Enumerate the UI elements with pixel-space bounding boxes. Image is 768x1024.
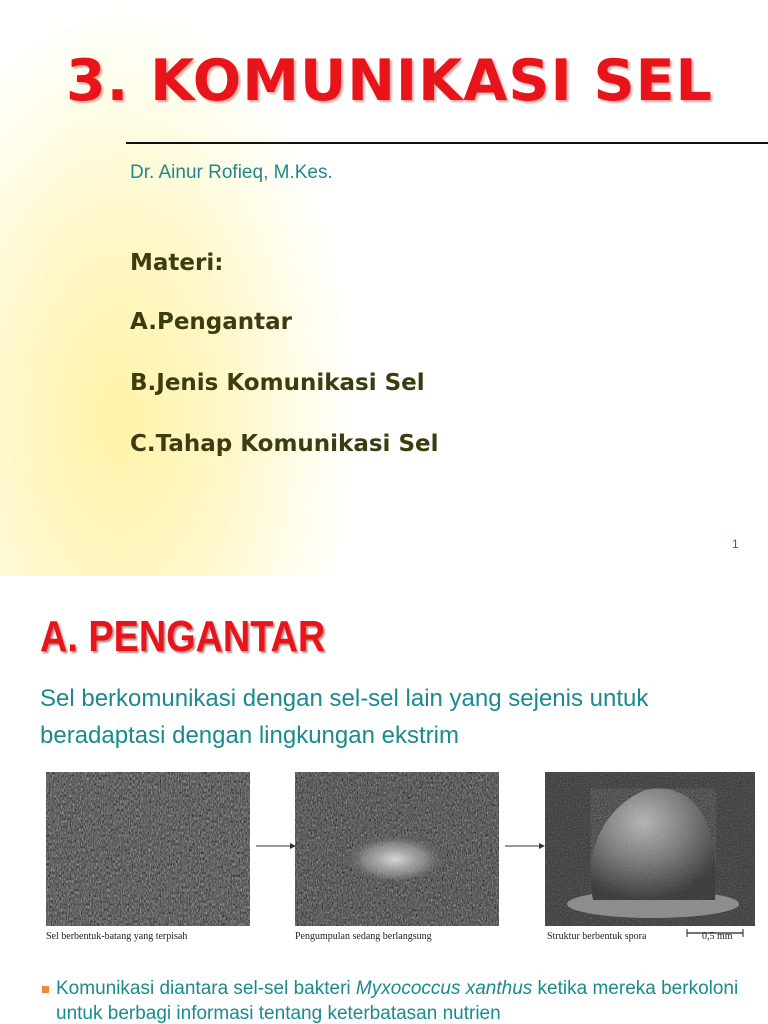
author-name: Dr. Ainur Rofieq, M.Kes. bbox=[130, 162, 333, 183]
title-divider bbox=[126, 142, 768, 144]
species-name: Myxococcus xanthus bbox=[355, 978, 533, 999]
scale-label: 0,5 mm bbox=[702, 931, 733, 942]
arrow-icon bbox=[505, 838, 545, 848]
page-number: 1 bbox=[732, 537, 739, 551]
bullet-text-part: ketika mereka berkoloni untuk berbagi informasi tentang keterbatasan nutrien bbox=[56, 978, 739, 1024]
bullet-square-icon bbox=[42, 986, 49, 993]
materi-item-c: C.Tahap Komunikasi Sel bbox=[130, 431, 439, 457]
materi-item-b: B.Jenis Komunikasi Sel bbox=[130, 370, 425, 396]
slide-title: 3. KOMUNIKASI SEL bbox=[66, 48, 713, 114]
myxococcus-figure bbox=[40, 768, 755, 950]
caption-aggregation: Pengumpulan sedang berlangsung bbox=[295, 931, 432, 942]
bullet-text bbox=[56, 976, 762, 1024]
materi-heading: Materi: bbox=[130, 250, 224, 276]
section-title: A. PENGANTAR bbox=[40, 612, 326, 661]
micrograph-aggregation bbox=[295, 772, 499, 926]
slide-2 bbox=[0, 576, 768, 1024]
caption-separated-cells: Sel berbentuk-batang yang terpisah bbox=[46, 931, 188, 942]
arrow-icon bbox=[256, 838, 296, 848]
micrograph-separated-cells bbox=[46, 772, 250, 926]
bullet-text-part: Komunikasi diantara sel-sel bakteri bbox=[56, 978, 356, 999]
intro-paragraph: Sel berkomunikasi dengan sel-sel lain yang sejenis untuk beradaptasi dengan lingkungan ekstrim bbox=[40, 685, 649, 749]
materi-item-a: A.Pengantar bbox=[130, 309, 293, 335]
caption-fruiting-body: Struktur berbentuk spora bbox=[547, 931, 647, 942]
micrograph-fruiting-body bbox=[545, 772, 755, 926]
